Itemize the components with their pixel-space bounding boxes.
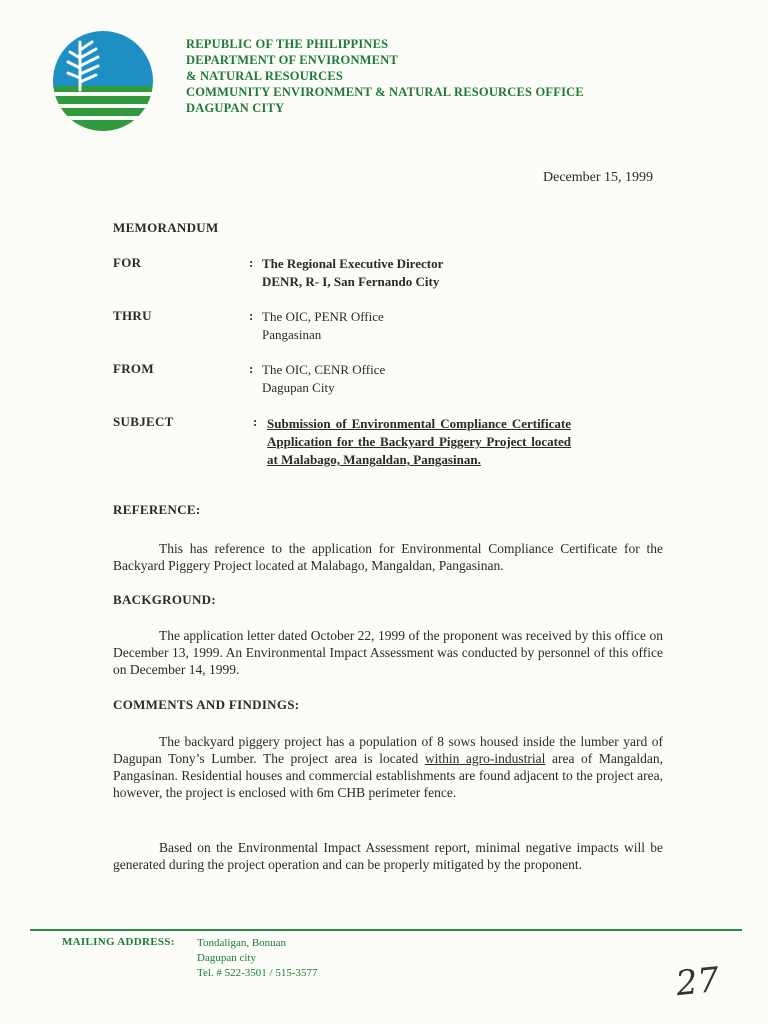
thru-line: Pangasinan [262, 327, 322, 342]
comments-paragraph-1 [113, 733, 663, 801]
colon: : [249, 308, 254, 323]
letterhead-line: DEPARTMENT OF ENVIRONMENT [186, 53, 398, 67]
background-heading: BACKGROUND: [113, 592, 216, 607]
for-line: The Regional Executive Director [262, 256, 444, 271]
colon: : [249, 361, 254, 376]
address-line: Tondaligan, Bonuan [197, 937, 287, 949]
from-value [262, 361, 385, 397]
letterhead-line: & NATURAL RESOURCES [186, 69, 344, 83]
comments-heading: COMMENTS AND FINDINGS: [113, 697, 300, 712]
thru-value [262, 308, 384, 344]
memo-date: December 15, 1999 [543, 170, 654, 185]
thru-label: THRU [113, 308, 152, 323]
letterhead-line: DAGUPAN CITY [186, 101, 285, 115]
letterhead-line: REPUBLIC OF THE PHILIPPINES [186, 37, 389, 51]
address-line: Dagupan city [197, 952, 256, 964]
subject-value [267, 415, 571, 469]
for-line: DENR, R- I, San Fernando City [262, 274, 440, 289]
handwritten-page-number: 27 [674, 959, 722, 1005]
comments-paragraph-2: Based on the Environmental Impact Assessment report, minimal negative impacts will be generated during the project operation and can be properly mitigated by the proponent. [113, 840, 663, 872]
from-label: FROM [113, 361, 154, 376]
footer-divider [30, 929, 742, 931]
mailing-address [197, 936, 318, 981]
subject-text: Submission of Environmental Compliance Certificate Application for the Backyard Piggery Project located at Malabago, Mangaldan, Pangasinan. [267, 416, 571, 467]
from-line: The OIC, CENR Office [262, 362, 386, 377]
reference-heading: REFERENCE: [113, 502, 201, 517]
text-run: The backyard piggery project has a population of 8 sows housed inside the lumber yard of Dagupan Tony’s Lumber. The project area is located [113, 734, 663, 766]
colon: : [249, 255, 254, 270]
underlined-text: within agro-industrial [424, 751, 546, 766]
memo-title: MEMORANDUM [113, 220, 219, 235]
letterhead-line: COMMUNITY ENVIRONMENT & NATURAL RESOURCES OFFICE [186, 85, 584, 99]
reference-paragraph: This has reference to the application for Environmental Compliance Certificate for the Backyard Piggery Project located at Malabago, Mangaldan, Pangasinan. [113, 541, 663, 573]
colon: : [253, 414, 258, 429]
for-value [262, 255, 443, 291]
text-run: area of Mangaldan, Pangasinan. Residential houses and commercial establishments are found adjacent to the project area, however, the project is enclosed with 6m CHB perimeter fence. [113, 751, 664, 800]
for-label: FOR [113, 255, 142, 270]
address-line: Tel. # 522-3501 / 515-3577 [197, 967, 318, 979]
background-paragraph: The application letter dated October 22, 1999 of the proponent was received by this office on December 13, 1999. An Environmental Impact Assessment was conducted by personnel of this office on December 14, 1999. [113, 628, 663, 677]
denr-logo [50, 28, 156, 134]
subject-label: SUBJECT [113, 414, 174, 429]
mailing-address-label: MAILING ADDRESS: [62, 936, 175, 948]
thru-line: The OIC, PENR Office [262, 309, 384, 324]
from-line: Dagupan City [262, 380, 335, 395]
letterhead [186, 36, 584, 116]
